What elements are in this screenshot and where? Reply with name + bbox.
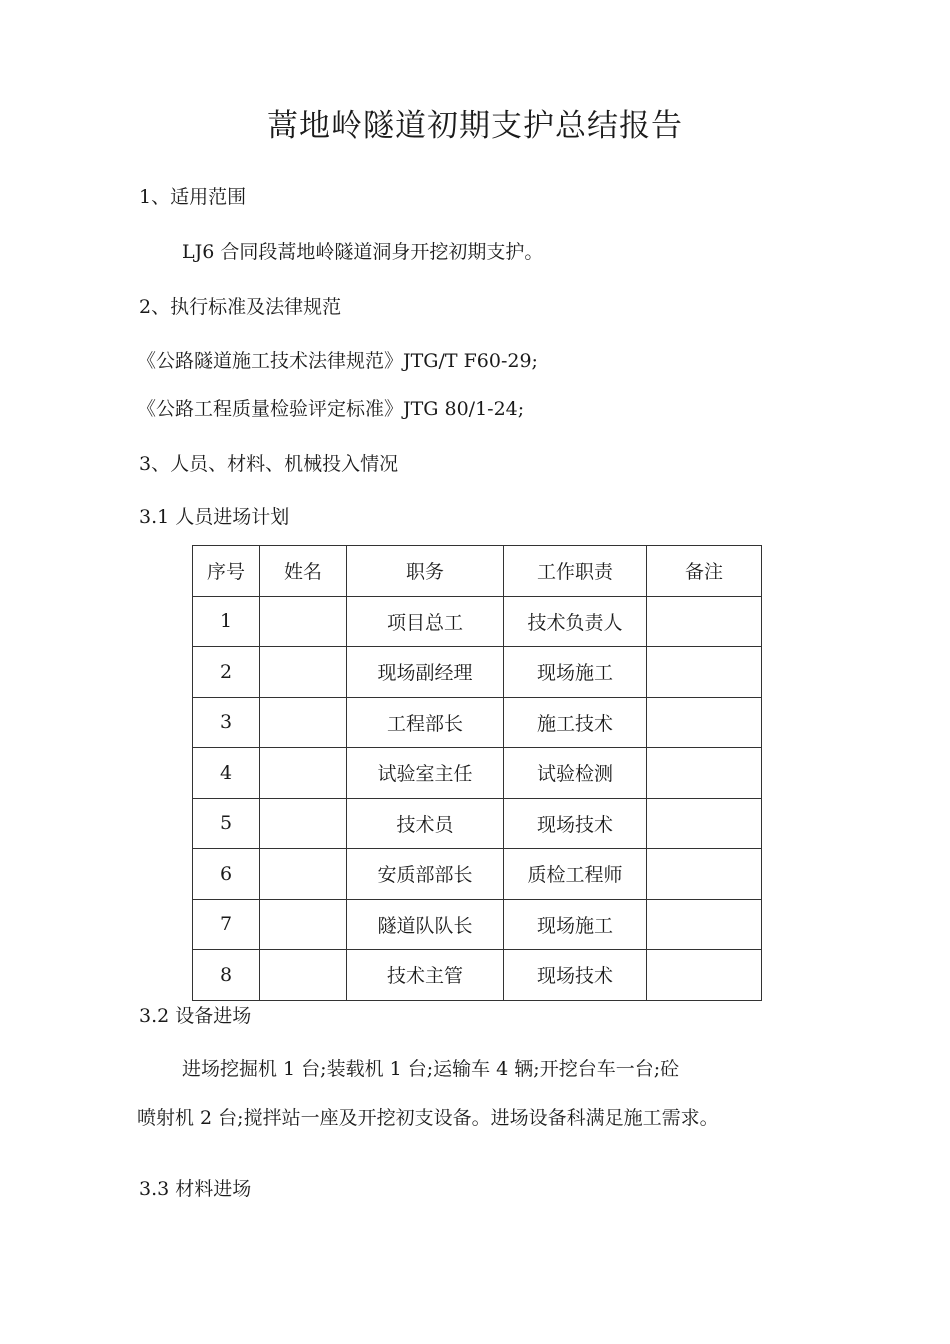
table-cell [647,950,762,1001]
table-cell: 6 [193,849,260,900]
table-cell [260,697,347,748]
header-cell: 姓名 [260,546,347,597]
table-cell: 1 [193,596,260,647]
equipment-text-line-2: 喷射机 2 台;搅拌站一座及开挖初支设备。进场设备科满足施工需求。 [137,1107,719,1129]
table-cell [260,647,347,698]
table-row [193,899,762,950]
table-cell: 8 [193,950,260,1001]
table-cell: 技术主管 [347,950,504,1001]
table-cell: 质检工程师 [504,849,647,900]
table-cell: 工程部长 [347,697,504,748]
table-cell: 现场施工 [504,647,647,698]
section-2-heading: 2、执行标准及法律规范 [139,296,342,318]
personnel-table [192,545,762,1001]
table-cell [260,899,347,950]
table-row [193,950,762,1001]
table-cell: 4 [193,748,260,799]
table-row [193,596,762,647]
header-cell: 备注 [647,546,762,597]
header-cell: 职务 [347,546,504,597]
table-cell: 技术员 [347,798,504,849]
table-cell [647,748,762,799]
table-cell: 2 [193,647,260,698]
table-cell [260,798,347,849]
table-cell: 施工技术 [504,697,647,748]
table-cell: 现场副经理 [347,647,504,698]
table-cell: 5 [193,798,260,849]
table-cell: 现场技术 [504,950,647,1001]
section-3-heading: 3、人员、材料、机械投入情况 [139,453,399,475]
table-cell: 项目总工 [347,596,504,647]
table-cell [647,849,762,900]
table-row [193,798,762,849]
table-row [193,748,762,799]
standard-ref-2: 《公路工程质量检验评定标准》JTG 80/1-24; [137,398,525,420]
table-cell [647,899,762,950]
table-cell: 7 [193,899,260,950]
table-cell [647,798,762,849]
section-3-3-heading: 3.3 材料进场 [139,1178,252,1200]
standard-ref-1: 《公路隧道施工技术法律规范》JTG/T F60-29; [137,350,538,372]
table-row [193,697,762,748]
table-cell: 3 [193,697,260,748]
table-cell: 隧道队队长 [347,899,504,950]
table-cell [647,596,762,647]
section-1-text: LJ6 合同段蒿地岭隧道洞身开挖初期支护。 [182,241,544,263]
table-cell: 试验检测 [504,748,647,799]
equipment-text-line-1: 进场挖掘机 1 台;装载机 1 台;运输车 4 辆;开挖台车一台;砼 [182,1058,680,1080]
table-cell: 现场施工 [504,899,647,950]
section-1-heading: 1、适用范围 [139,186,247,208]
table-cell: 试验室主任 [347,748,504,799]
table-row [193,849,762,900]
table-cell: 安质部部长 [347,849,504,900]
section-3-1-heading: 3.1 人员进场计划 [139,506,290,528]
section-3-2-heading: 3.2 设备进场 [139,1005,252,1027]
table-cell [260,748,347,799]
table-cell [260,596,347,647]
table-cell [647,697,762,748]
header-cell: 工作职责 [504,546,647,597]
header-cell: 序号 [193,546,260,597]
table-cell: 技术负责人 [504,596,647,647]
table-cell [260,950,347,1001]
table-cell: 现场技术 [504,798,647,849]
table-cell [260,849,347,900]
table-header-row [193,546,762,597]
table-cell [647,647,762,698]
table-row [193,647,762,698]
document-title: 蒿地岭隧道初期支护总结报告 [267,108,683,144]
